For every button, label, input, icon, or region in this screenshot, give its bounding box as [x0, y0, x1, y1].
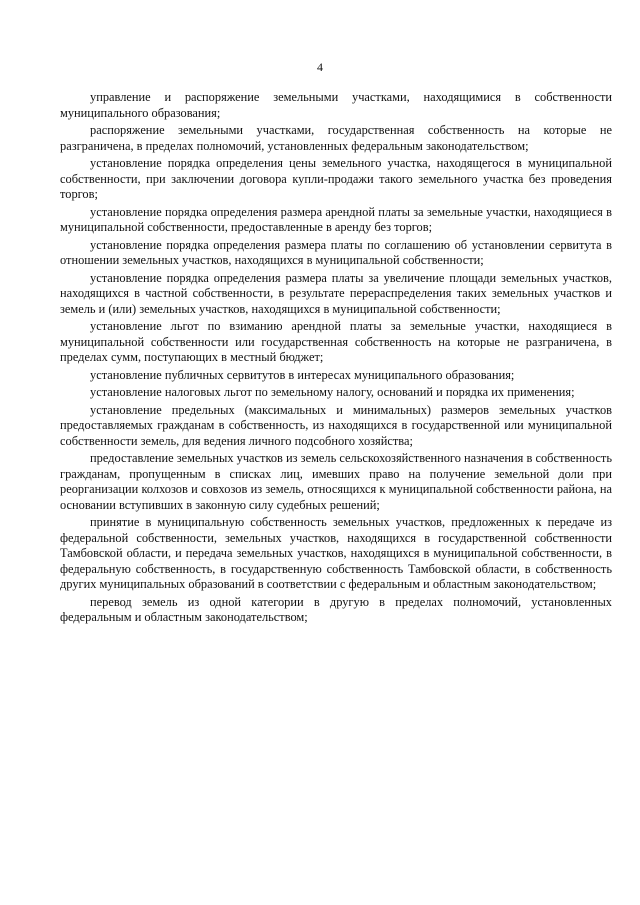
paragraph: предоставление земельных участков из земель сельскохозяйственного назначения в собственность гражданам, пропущенным в списках лиц, имевших право на получение земельной доли при реорганизации колхозов и совхозов из земель, относящихся к муниципальной собственности района, на основании вступивших в законную силу судебных решений;	[60, 451, 612, 512]
paragraph: установление порядка определения размера арендной платы за земельные участки, находящиеся в муниципальной собственности, предоставленные в аренду без торгов;	[60, 204, 612, 234]
paragraph: установление льгот по взиманию арендной платы за земельные участки, находящиеся в муниципальной собственности или государственная собственность на которые не разграничена, в пределах сумм, поступающих в местный бюджет;	[60, 319, 612, 364]
page-number: 4	[317, 60, 323, 74]
paragraph: установление предельных (максимальных и минимальных) размеров земельных участков предоставляемых гражданам в собственность, из находящихся в государственной или муниципальной собственности земель, для ведения личного подсобного хозяйства;	[60, 402, 612, 448]
paragraph: установление порядка определения размера платы по соглашению об установлении сервитута в отношении земельных участков, находящихся в муниципальной собственности;	[60, 237, 612, 267]
paragraph: распоряжение земельными участками, государственная собственность на которые не разграничена, в пределах полномочий, установленных федеральным законодательством;	[60, 123, 612, 153]
paragraph: установление порядка определения цены земельного участка, находящегося в муниципальной собственности, при заключении договора купли-продажи такого земельного участка без проведения торгов;	[60, 156, 612, 201]
paragraph: перевод земель из одной категории в другую в пределах полномочий, установленных федеральным и областным законодательством;	[60, 594, 612, 624]
paragraph: установление порядка определения размера платы за увеличение площади земельных участков, находящихся в частной собственности, в результате перераспределения таких земельных участков и земель и (или) земельных участков, находящихся в муниципальной собственности;	[60, 270, 612, 316]
paragraph: установление публичных сервитутов в интересах муниципального образования;	[90, 367, 515, 382]
paragraph: принятие в муниципальную собственность земельных участков, предложенных к передаче из федеральной собственности, земельных участков, находящихся в государственной собственности Тамбовской области, и передача земельных участков, находящихся в муниципальной собственности, в федеральную собственность, в государственную собственность Тамбовской области, в собственность других муниципальных образований в соответствии с федеральным и областным законодательством;	[60, 515, 612, 591]
paragraph: управление и распоряжение земельными участками, находящимися в собственности муниципального образования;	[60, 90, 612, 120]
paragraph: установление налоговых льгот по земельному налогу, оснований и порядка их применения;	[90, 385, 575, 399]
document-body	[60, 90, 612, 628]
